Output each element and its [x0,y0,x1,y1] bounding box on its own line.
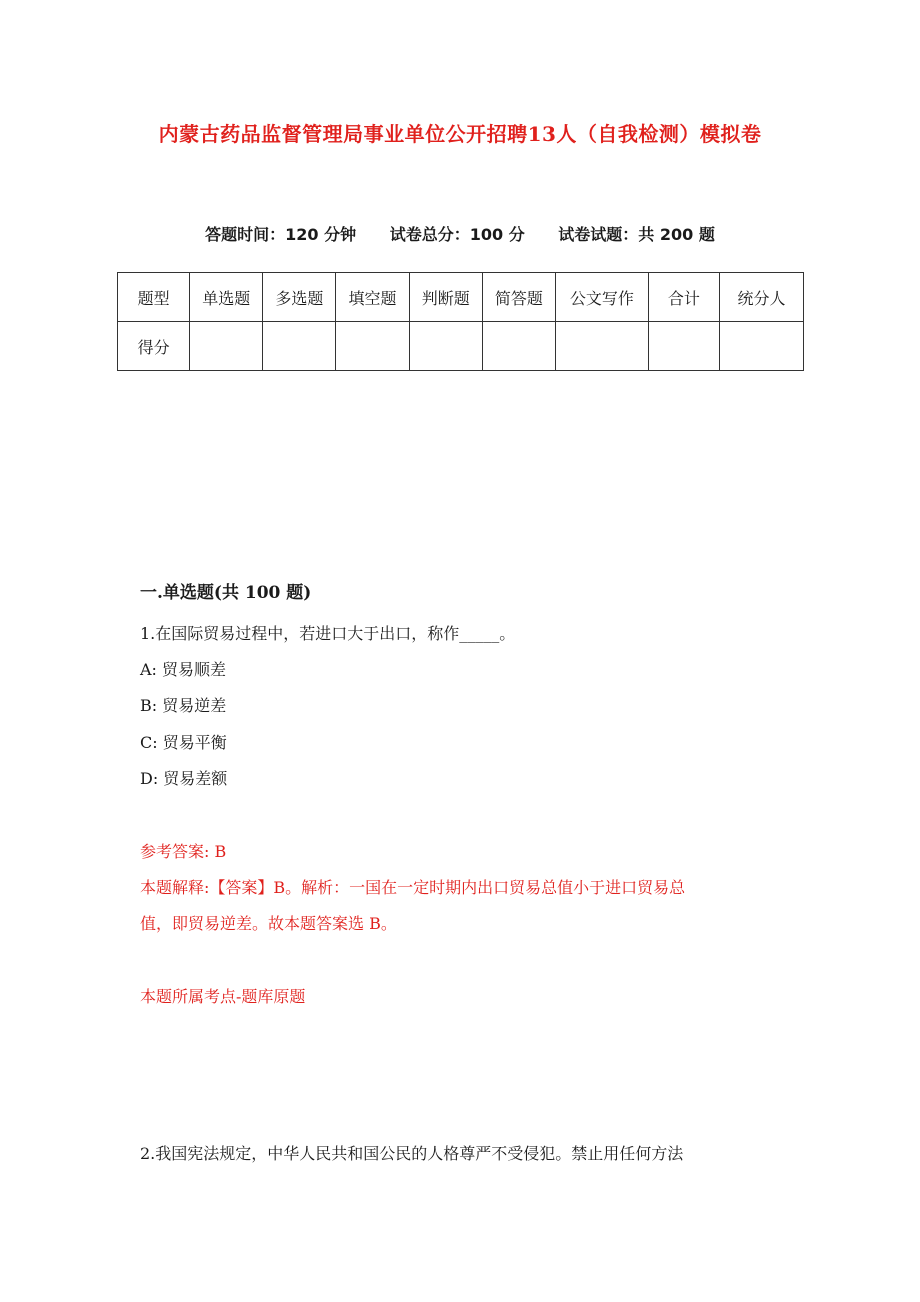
score-cell [190,322,263,371]
reference-answer: 参考答案: B [140,842,227,861]
score-table-header: 统分人 [719,273,803,322]
score-table-header-row [118,273,804,322]
option-d: D: 贸易差额 [140,769,228,788]
question-stem: 2.我国宪法规定，中华人民共和国公民的人格尊严不受侵犯。禁止用任何方法 [140,1144,684,1163]
explanation-line-2: 值，即贸易逆差。故本题答案选 B。 [140,914,397,933]
score-table-header: 多选题 [263,273,336,322]
score-table-header: 题型 [118,273,190,322]
score-table-header: 判断题 [409,273,482,322]
exam-time: 答题时间：120 分钟 [205,225,357,244]
score-table-header: 简答题 [482,273,555,322]
exam-total-questions: 试卷试题：共 200 题 [558,225,715,244]
score-cell [336,322,409,371]
score-cell [482,322,555,371]
score-cell [648,322,719,371]
question-stem: 1.在国际贸易过程中，若进口大于出口，称作_____。 [140,624,516,643]
option-a: A: 贸易顺差 [140,660,227,679]
option-b: B: 贸易逆差 [140,696,227,715]
score-table-header: 填空题 [336,273,409,322]
exam-meta [0,222,920,245]
score-cell [719,322,803,371]
knowledge-point: 本题所属考点-题库原题 [140,987,306,1006]
score-table-header: 合计 [648,273,719,322]
score-cell [409,322,482,371]
document-title: 内蒙古药品监督管理局事业单位公开招聘13人（自我检测）模拟卷 [158,122,762,146]
explanation-line-1: 本题解释:【答案】B。解析：一国在一定时期内出口贸易总值小于进口贸易总 [140,878,686,897]
score-table-score-row [118,322,804,371]
exam-total-score: 试卷总分：100 分 [389,225,525,244]
score-table-header: 公文写作 [555,273,648,322]
score-table-header: 单选题 [190,273,263,322]
section-heading: 一.单选题(共 100 题) [140,583,312,603]
option-c: C: 贸易平衡 [140,733,227,752]
score-table-row-label: 得分 [118,322,190,371]
score-cell [263,322,336,371]
score-cell [555,322,648,371]
score-table [117,272,804,371]
